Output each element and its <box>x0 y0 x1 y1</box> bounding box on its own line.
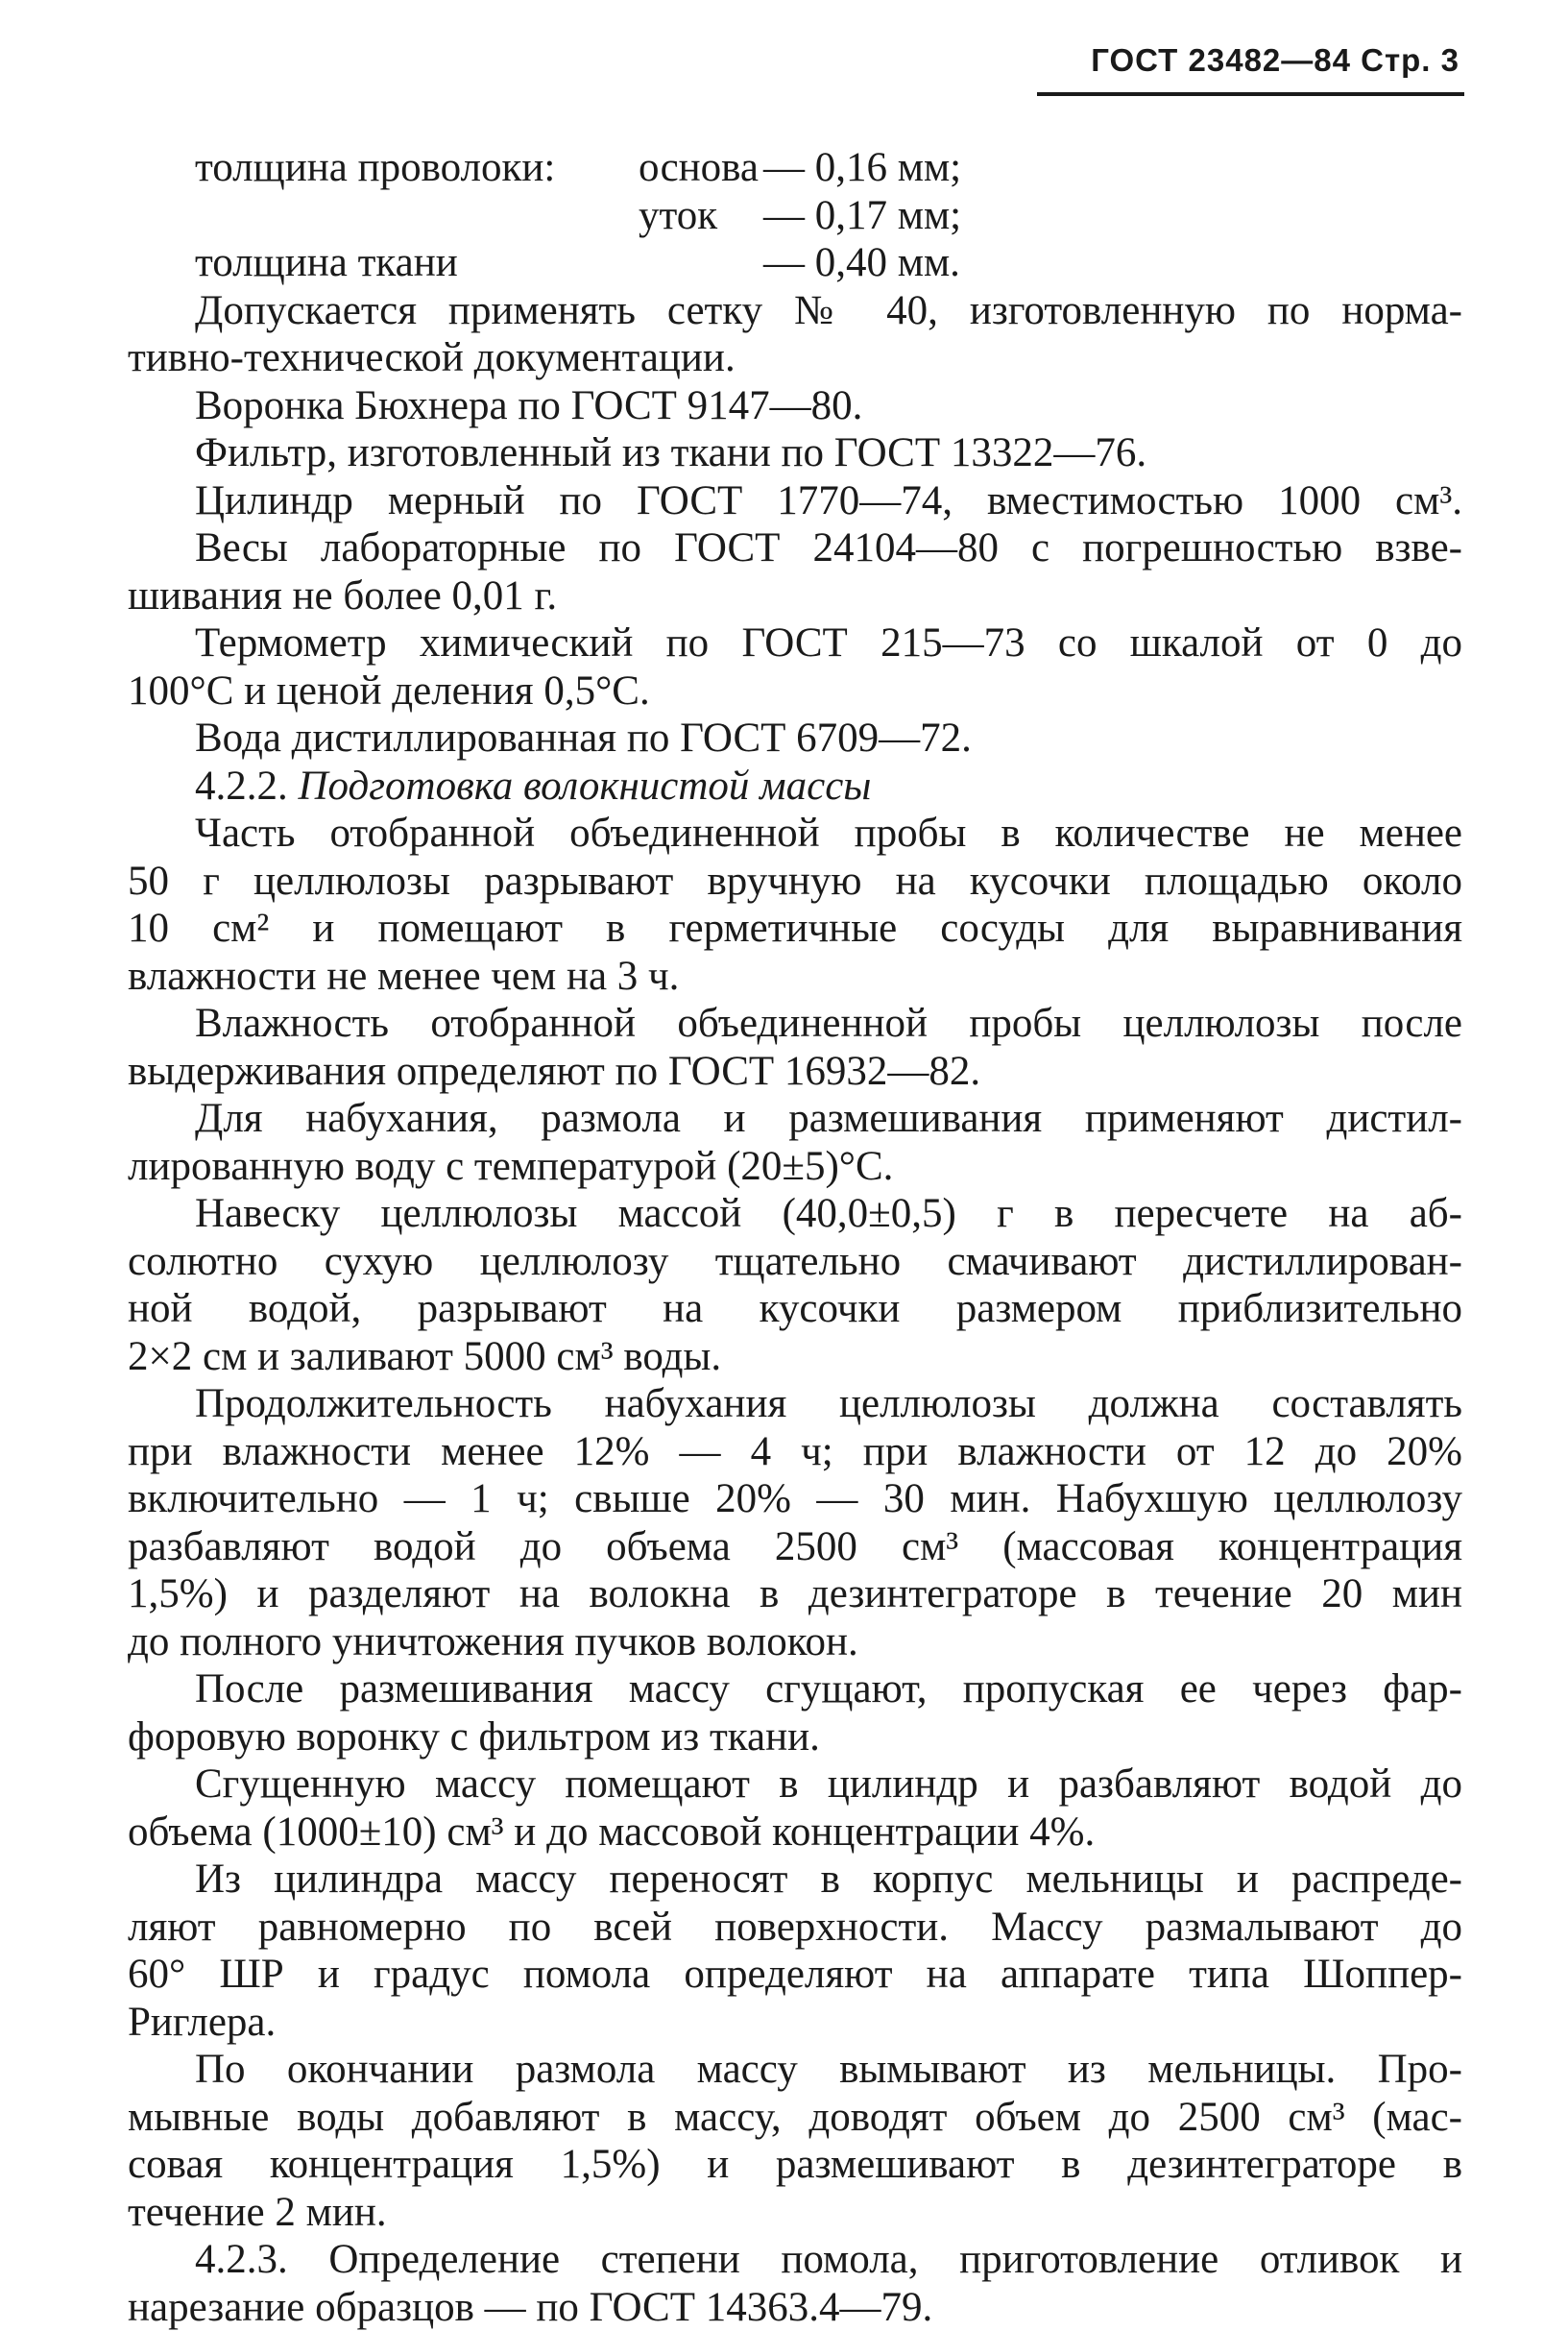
text-line: После размешивания массу сгущают, пропуская ее через фар- <box>128 1665 1462 1713</box>
text-line: объема (1000±10) см³ и до массовой концентрации 4%. <box>128 1809 1462 1857</box>
text-line: Фильтр, изготовленный из ткани по ГОСТ 13322—76. <box>128 429 1462 477</box>
text-line: тивно-технической документации. <box>128 334 1462 382</box>
text-line: Часть отобранной объединенной пробы в количестве не менее <box>128 810 1462 858</box>
text-line: течение 2 мин. <box>128 2189 1462 2237</box>
document-body <box>128 144 1462 2331</box>
text-line: выдерживания определяют по ГОСТ 16932—82. <box>128 1048 1462 1096</box>
fabric-value: — 0,40 мм. <box>763 239 960 287</box>
text-line: Воронка Бюхнера по ГОСТ 9147—80. <box>128 382 1462 430</box>
wire-row-weft <box>128 192 1462 240</box>
text-line: разбавляют водой до объема 2500 см³ (массовая концентрация <box>128 1523 1462 1571</box>
wire-label: толщина проволоки: <box>195 144 555 192</box>
header-rule <box>1037 92 1464 96</box>
text-line: включительно — 1 ч; свыше 20% — 30 мин. Набухшую целлюлозу <box>128 1475 1462 1523</box>
text-line: 10 см² и помещают в герметичные сосуды для выравнивания <box>128 905 1462 953</box>
text-line: форовую воронку с фильтром из ткани. <box>128 1713 1462 1761</box>
text-line: Допускается применять сетку № 40, изготовленную по норма- <box>128 287 1462 335</box>
wire-row-fabric <box>128 239 1462 287</box>
text-line: совая концентрация 1,5%) и размешивают в дезинтеграторе в <box>128 2141 1462 2189</box>
text-line: при влажности менее 12% — 4 ч; при влажности от 12 до 20% <box>128 1428 1462 1476</box>
page-header <box>960 42 1459 79</box>
text-line: ной водой, разрывают на кусочки размером приблизительно <box>128 1285 1462 1333</box>
text-line: влажности не менее чем на 3 ч. <box>128 953 1462 1001</box>
text-line: Цилиндр мерный по ГОСТ 1770—74, вместимостью 1000 см³. <box>128 477 1462 525</box>
text-line: Весы лабораторные по ГОСТ 24104—80 с погрешностью взве- <box>128 524 1462 572</box>
subheading-4-2-2 <box>128 763 1462 811</box>
text-line: Для набухания, размола и размешивания применяют дистил- <box>128 1095 1462 1143</box>
fabric-label: толщина ткани <box>195 239 458 287</box>
text-line: Влажность отобранной объединенной пробы целлюлозы после <box>128 1000 1462 1048</box>
text-line: Навеску целлюлозы массой (40,0±0,5) г в пересчете на аб- <box>128 1190 1462 1238</box>
text-line: Вода дистиллированная по ГОСТ 6709—72. <box>128 715 1462 763</box>
text-line: Продолжительность набухания целлюлозы должна составлять <box>128 1380 1462 1428</box>
text-line: Сгущенную массу помещают в цилиндр и разбавляют водой до <box>128 1760 1462 1809</box>
text-line: 60° ШР и градус помола определяют на аппарате типа Шоппер- <box>128 1951 1462 1999</box>
wire-value-weft: — 0,17 мм; <box>763 192 961 240</box>
wire-value-warp: — 0,16 мм; <box>763 144 961 192</box>
wire-row-warp <box>128 144 1462 192</box>
text-line: нарезание образцов — по ГОСТ 14363.4—79. <box>128 2284 1462 2331</box>
text-line: 4.2.3. Определение степени помола, приготовление отливок и <box>128 2236 1462 2284</box>
text-line: солютно сухую целлюлозу тщательно смачивают дистиллирован- <box>128 1238 1462 1286</box>
subheading-number: 4.2.2. <box>195 764 288 809</box>
text-line: По окончании размола массу вымывают из мельницы. Про- <box>128 2046 1462 2094</box>
text-line: 1,5%) и разделяют на волокна в дезинтеграторе в течение 20 мин <box>128 1570 1462 1618</box>
text-line: мывные воды добавляют в массу, доводят объем до 2500 см³ (мас- <box>128 2094 1462 2142</box>
text-line: 50 г целлюлозы разрывают вручную на кусочки площадью около <box>128 858 1462 906</box>
wire-part-warp: основа <box>639 144 759 192</box>
text-line: 2×2 см и заливают 5000 см³ воды. <box>128 1333 1462 1381</box>
wire-part-weft: уток <box>639 192 717 240</box>
text-line: ляют равномерно по всей поверхности. Массу размалывают до <box>128 1904 1462 1952</box>
header-title: ГОСТ 23482—84 Стр. 3 <box>1091 42 1459 78</box>
text-line: Риглера. <box>128 1999 1462 2047</box>
text-line: лированную воду с температурой (20±5)°С. <box>128 1143 1462 1191</box>
subheading-title: Подготовка волокнистой массы <box>299 764 872 809</box>
text-line: Термометр химический по ГОСТ 215—73 со шкалой от 0 до <box>128 619 1462 668</box>
text-line: Из цилиндра массу переносят в корпус мельницы и распреде- <box>128 1856 1462 1904</box>
text-line: шивания не более 0,01 г. <box>128 572 1462 620</box>
text-line: до полного уничтожения пучков волокон. <box>128 1618 1462 1666</box>
text-line: 100°С и ценой деления 0,5°С. <box>128 668 1462 716</box>
